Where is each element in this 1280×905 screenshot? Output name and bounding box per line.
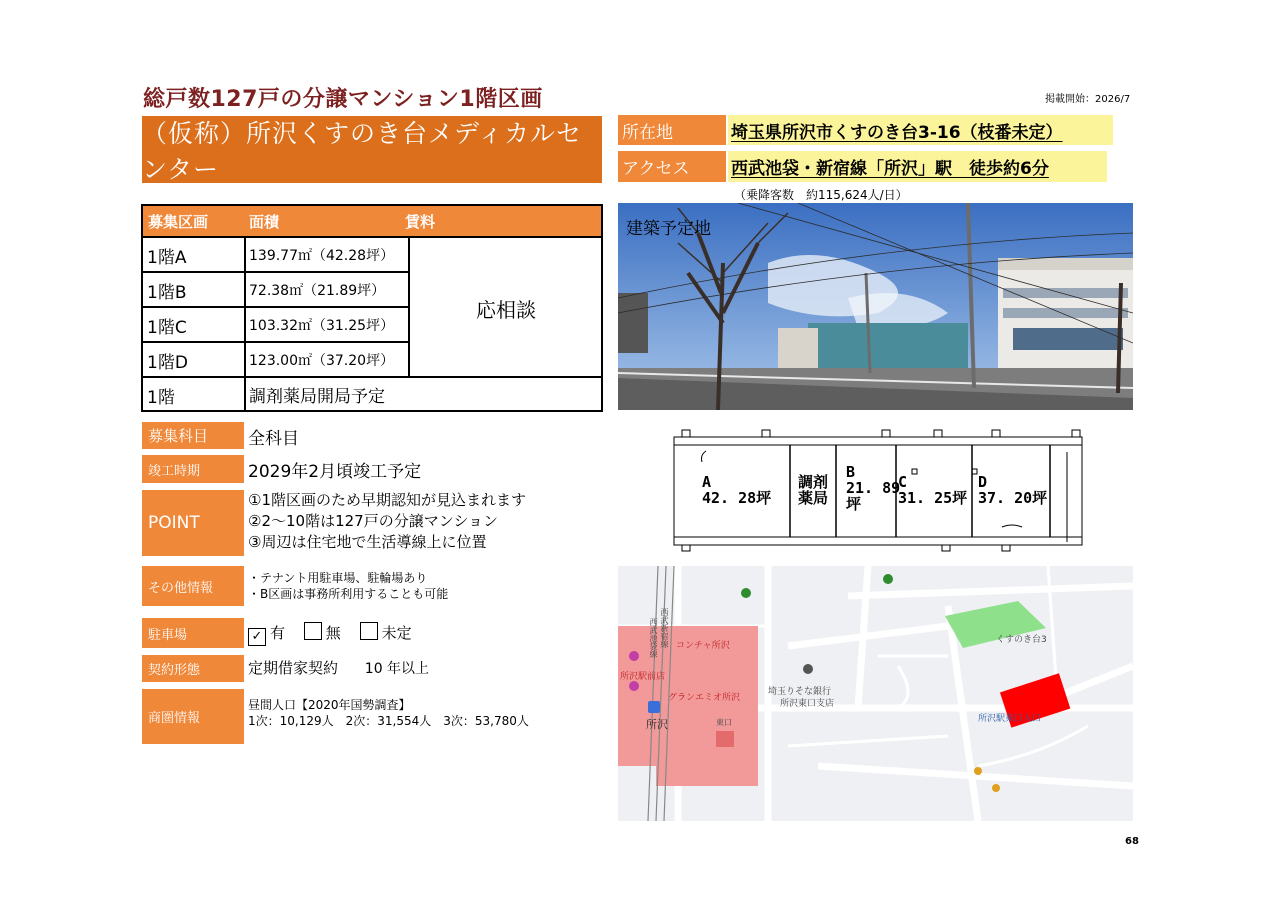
subjects-value: 全科目 (248, 429, 299, 449)
trade-area-label: 商圏情報 (142, 689, 244, 744)
plan-unit-c: C 31. 25坪 (898, 473, 968, 507)
map-label-dept: 所沢駅前店 (620, 672, 666, 682)
plan-unit-b: B 21. 89 坪 (846, 463, 901, 513)
access-value (728, 151, 1107, 182)
map-label-kusunoki: くすのき台3 (996, 635, 1047, 645)
parking-option-label: 未定 (381, 624, 412, 642)
checkbox-unchecked[interactable] (360, 622, 378, 640)
completion-label: 竣工時期 (142, 455, 244, 483)
other-info-item: ・B区画は事務所利用することも可能 (248, 587, 449, 601)
parking-option-yes[interactable] (248, 624, 285, 642)
access-label: アクセス (618, 151, 726, 182)
trade-area-info (248, 697, 529, 729)
location-text: 埼玉県所沢市くすのき台3-16（枝番未定） (731, 122, 1063, 143)
plan-unit-pharmacy: 調剤 薬局 (798, 473, 829, 507)
row-note: 調剤薬局開局予定 (249, 387, 385, 407)
posting-date: 掲載開始：2026/7 (1045, 94, 1131, 105)
row-area: 72.38㎡（21.89坪） (249, 283, 386, 299)
contract-label: 契約形態 (142, 655, 244, 682)
row-area: 123.00㎡（37.20坪） (249, 353, 395, 369)
map-label-east-exit: 東口 (716, 718, 732, 727)
table-row (143, 341, 408, 376)
ridership-note: （乗降客数 約115,624人/日） (734, 188, 908, 202)
row-section: 1階B (147, 283, 187, 303)
header-section: 募集区画 (148, 213, 209, 231)
parking-option-label: 有 (270, 624, 286, 642)
table-row (143, 271, 408, 306)
point-item: ③周辺は住宅地で生活導線上に位置 (248, 533, 487, 551)
parking-option-label: 無 (325, 624, 341, 642)
subjects-label: 募集科目 (142, 422, 244, 449)
table-row (143, 306, 408, 341)
row-section: 1階A (147, 248, 187, 268)
map-label-bank: 埼玉りそな銀行 (768, 687, 832, 697)
checkbox-checked[interactable]: ✓ (248, 628, 266, 646)
trade-area-line: 昼間人口【2020年国勢調査】 (248, 698, 411, 712)
row-area: 103.32㎡（31.25坪） (249, 318, 395, 334)
header-rent: 賃料 (405, 213, 436, 231)
area-map (618, 566, 1133, 821)
parking-option-no[interactable] (304, 624, 341, 642)
header-area: 面積 (249, 213, 280, 231)
contract-value (248, 658, 429, 680)
contract-type: 定期借家契約 (248, 659, 339, 677)
map-label-emio: グランエミオ所沢 (668, 693, 741, 703)
page-number: 68 (1125, 836, 1139, 847)
parking-label: 駐車場 (142, 618, 244, 648)
contract-term: 10 年以上 (364, 661, 430, 677)
table-divider (244, 236, 246, 410)
map-label-rail: 西武池袋線 (649, 618, 658, 658)
point-item: ②2～10階は127戸の分譲マンション (248, 512, 499, 530)
trade-area-line: 1次：10,129人 2次：31,554人 3次：53,780人 (248, 714, 529, 728)
area-table (141, 204, 603, 412)
plan-unit-a: A 42. 28坪 (702, 473, 772, 507)
row-area: 139.77㎡（42.28坪） (249, 248, 395, 264)
plan-unit-d: D 37. 20坪 (978, 473, 1048, 507)
row-section: 1階D (147, 353, 188, 373)
property-name-banner: （仮称）所沢くすのき台メディカルセンター (142, 116, 602, 183)
area-table-header (143, 206, 601, 236)
other-info-label: その他情報 (142, 566, 244, 606)
map-label-bank-branch: 所沢東口支店 (780, 699, 835, 709)
table-row (143, 236, 601, 271)
point-item: ①1階区画のため早期認知が見込まれます (248, 491, 526, 509)
table-divider (408, 236, 410, 376)
parking-options (248, 622, 412, 646)
point-label: POINT (142, 490, 244, 556)
location-label: 所在地 (618, 115, 726, 145)
parking-option-undecided[interactable] (360, 624, 412, 642)
map-label-conchya: コンチャ所沢 (676, 641, 730, 651)
floor-plan (672, 427, 1084, 554)
row-section: 1階C (147, 318, 187, 338)
photo-caption: 建築予定地 (626, 219, 711, 239)
other-info-item: ・テナント用駐車場、駐輪場あり (248, 571, 428, 585)
rent-value: 応相談 (476, 298, 536, 322)
map-label-rail: 西武新宿線 (660, 608, 669, 648)
map-label-crossing: 所沢駅東口入口 (978, 714, 1042, 724)
other-info-list (248, 570, 448, 602)
map-label-station: 所沢 (646, 718, 668, 731)
table-row (143, 376, 601, 411)
completion-value: 2029年2月頃竣工予定 (248, 462, 422, 482)
point-list (248, 490, 526, 553)
row-section: 1階 (147, 388, 175, 408)
page-title: 総戸数127戸の分譲マンション1階区画 (143, 87, 543, 112)
checkbox-unchecked[interactable] (304, 622, 322, 640)
location-value (728, 115, 1113, 145)
access-text: 西武池袋・新宿線「所沢」駅 徒歩約6分 (731, 159, 1049, 179)
